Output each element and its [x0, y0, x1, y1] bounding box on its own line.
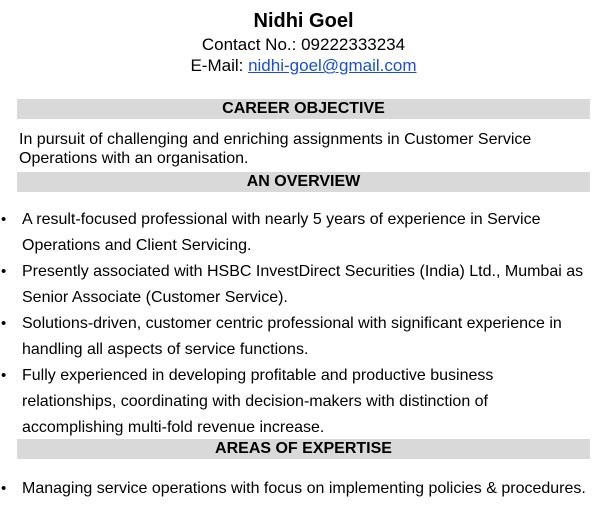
list-item-text: Managing service operations with focus on implementing policies & procedures.	[22, 480, 586, 497]
bullet-icon: •	[1, 367, 7, 384]
career-objective-text: In pursuit of challenging and enriching assignments in Customer Service Operations with an organisation.	[19, 131, 532, 167]
expertise-heading: AREAS OF EXPERTISE	[17, 439, 590, 459]
contact-number: 09222333234	[301, 35, 406, 54]
contact-number-line	[0, 34, 601, 56]
bullet-icon: •	[1, 480, 7, 497]
list-item	[0, 476, 590, 502]
bullet-icon: •	[1, 263, 7, 280]
list-item	[0, 207, 590, 259]
list-item-text: Presently associated with HSBC InvestDirect Securities (India) Ltd., Mumbai as Senior Associate (Customer Service).	[22, 263, 584, 306]
email-label: E-Mail:	[190, 56, 249, 75]
email-line	[0, 55, 601, 77]
email-link[interactable]: nidhi-goel@gmail.com	[248, 56, 417, 75]
expertise-list	[0, 476, 590, 502]
list-item-text: A result-focused professional with nearly 5 years of experience in Service Operations and Client Servicing.	[22, 211, 541, 254]
career-objective-heading: CAREER OBJECTIVE	[17, 99, 590, 119]
contact-label: Contact No.:	[201, 35, 302, 54]
list-item	[0, 259, 590, 311]
bullet-icon: •	[1, 315, 7, 332]
list-item	[0, 311, 590, 363]
list-item-text: Solutions-driven, customer centric professional with significant experience in handling all aspects of service functions.	[22, 315, 562, 358]
resume-name: Nidhi Goel	[253, 10, 354, 32]
overview-list	[0, 207, 590, 441]
overview-heading: AN OVERVIEW	[17, 172, 590, 192]
list-item	[0, 363, 590, 441]
list-item-text: Fully experienced in developing profitable and productive business relationships, coordinating with decision-makers with distinction of accomplishing multi-fold revenue increase.	[22, 367, 494, 436]
bullet-icon: •	[1, 211, 7, 228]
